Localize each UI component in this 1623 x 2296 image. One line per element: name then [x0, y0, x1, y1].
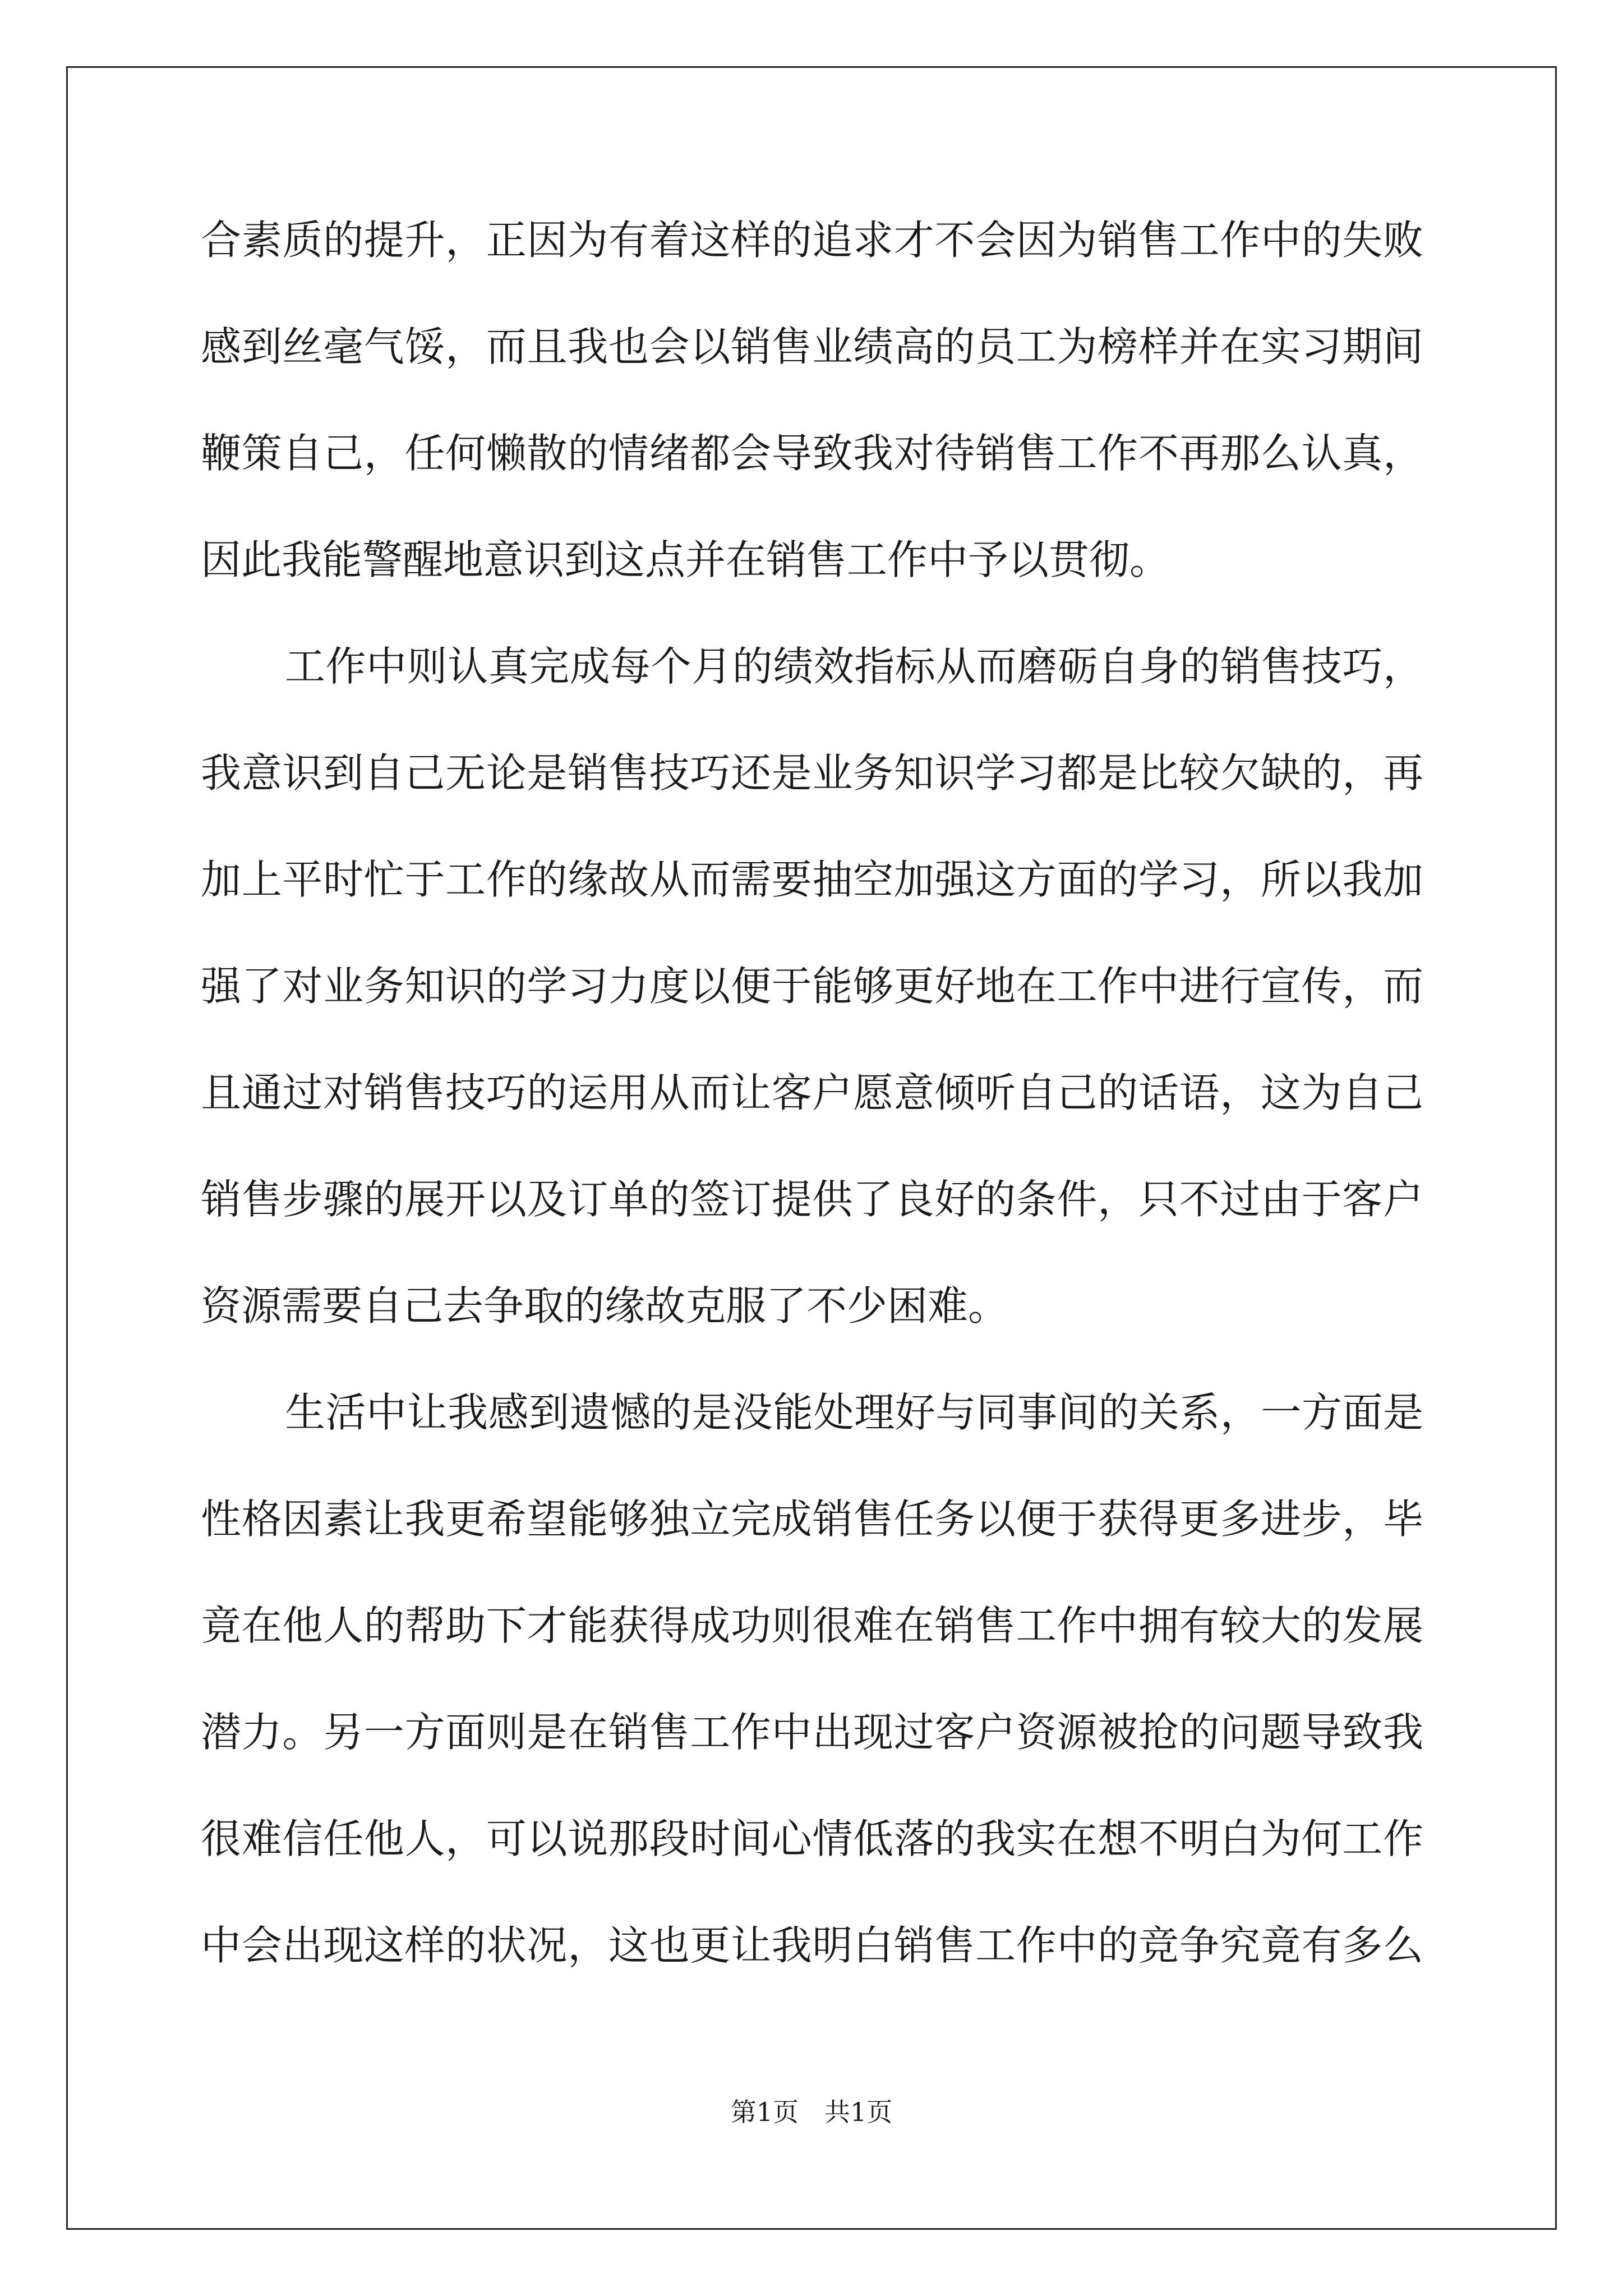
text-line: 加上平时忙于工作的缘故从而需要抽空加强这方面的学习，所以我加 [201, 856, 1423, 903]
paragraph-first-line: 生活中让我感到遗憾的是没能处理好与同事间的关系，一方面是 [285, 1389, 1423, 1436]
text-line: 我意识到自己无论是销售技巧还是业务知识学习都是比较欠缺的，再 [201, 749, 1423, 797]
text-line: 鞭策自己，任何懒散的情绪都会导致我对待销售工作不再那么认真， [201, 430, 1423, 477]
text-line: 资源需要自己去争取的缘故克服了不少困难。 [201, 1282, 1009, 1329]
text-line: 感到丝毫气馁，而且我也会以销售业绩高的员工为榜样并在实习期间 [201, 323, 1423, 370]
text-line: 性格因素让我更希望能够独立完成销售任务以便于获得更多进步，毕 [201, 1496, 1423, 1543]
document-body [201, 212, 1423, 2024]
text-line: 强了对业务知识的学习力度以便于能够更好地在工作中进行宣传，而 [201, 963, 1423, 1010]
text-line: 竟在他人的帮助下才能获得成功则很难在销售工作中拥有较大的发展 [201, 1602, 1423, 1649]
text-line: 潜力。另一方面则是在销售工作中出现过客户资源被抢的问题导致我 [201, 1709, 1423, 1756]
text-line: 很难信任他人，可以说那段时间心情低落的我实在想不明白为何工作 [201, 1815, 1423, 1862]
text-line: 合素质的提升，正因为有着这样的追求才不会因为销售工作中的失败 [201, 217, 1423, 264]
text-line: 因此我能警醒地意识到这点并在销售工作中予以贯彻。 [201, 536, 1170, 583]
paragraph-first-line: 工作中则认真完成每个月的绩效指标从而磨砺自身的销售技巧， [285, 643, 1423, 690]
text-line: 且通过对销售技巧的运用从而让客户愿意倾听自己的话语，这为自己 [201, 1069, 1423, 1116]
text-line: 中会出现这样的状况，这也更让我明白销售工作中的竞争究竟有多么 [201, 1922, 1423, 1969]
text-line: 销售步骤的展开以及订单的签订提供了良好的条件，只不过由于客户 [201, 1176, 1423, 1223]
page-number: 第1页 共1页 [730, 2097, 893, 2127]
